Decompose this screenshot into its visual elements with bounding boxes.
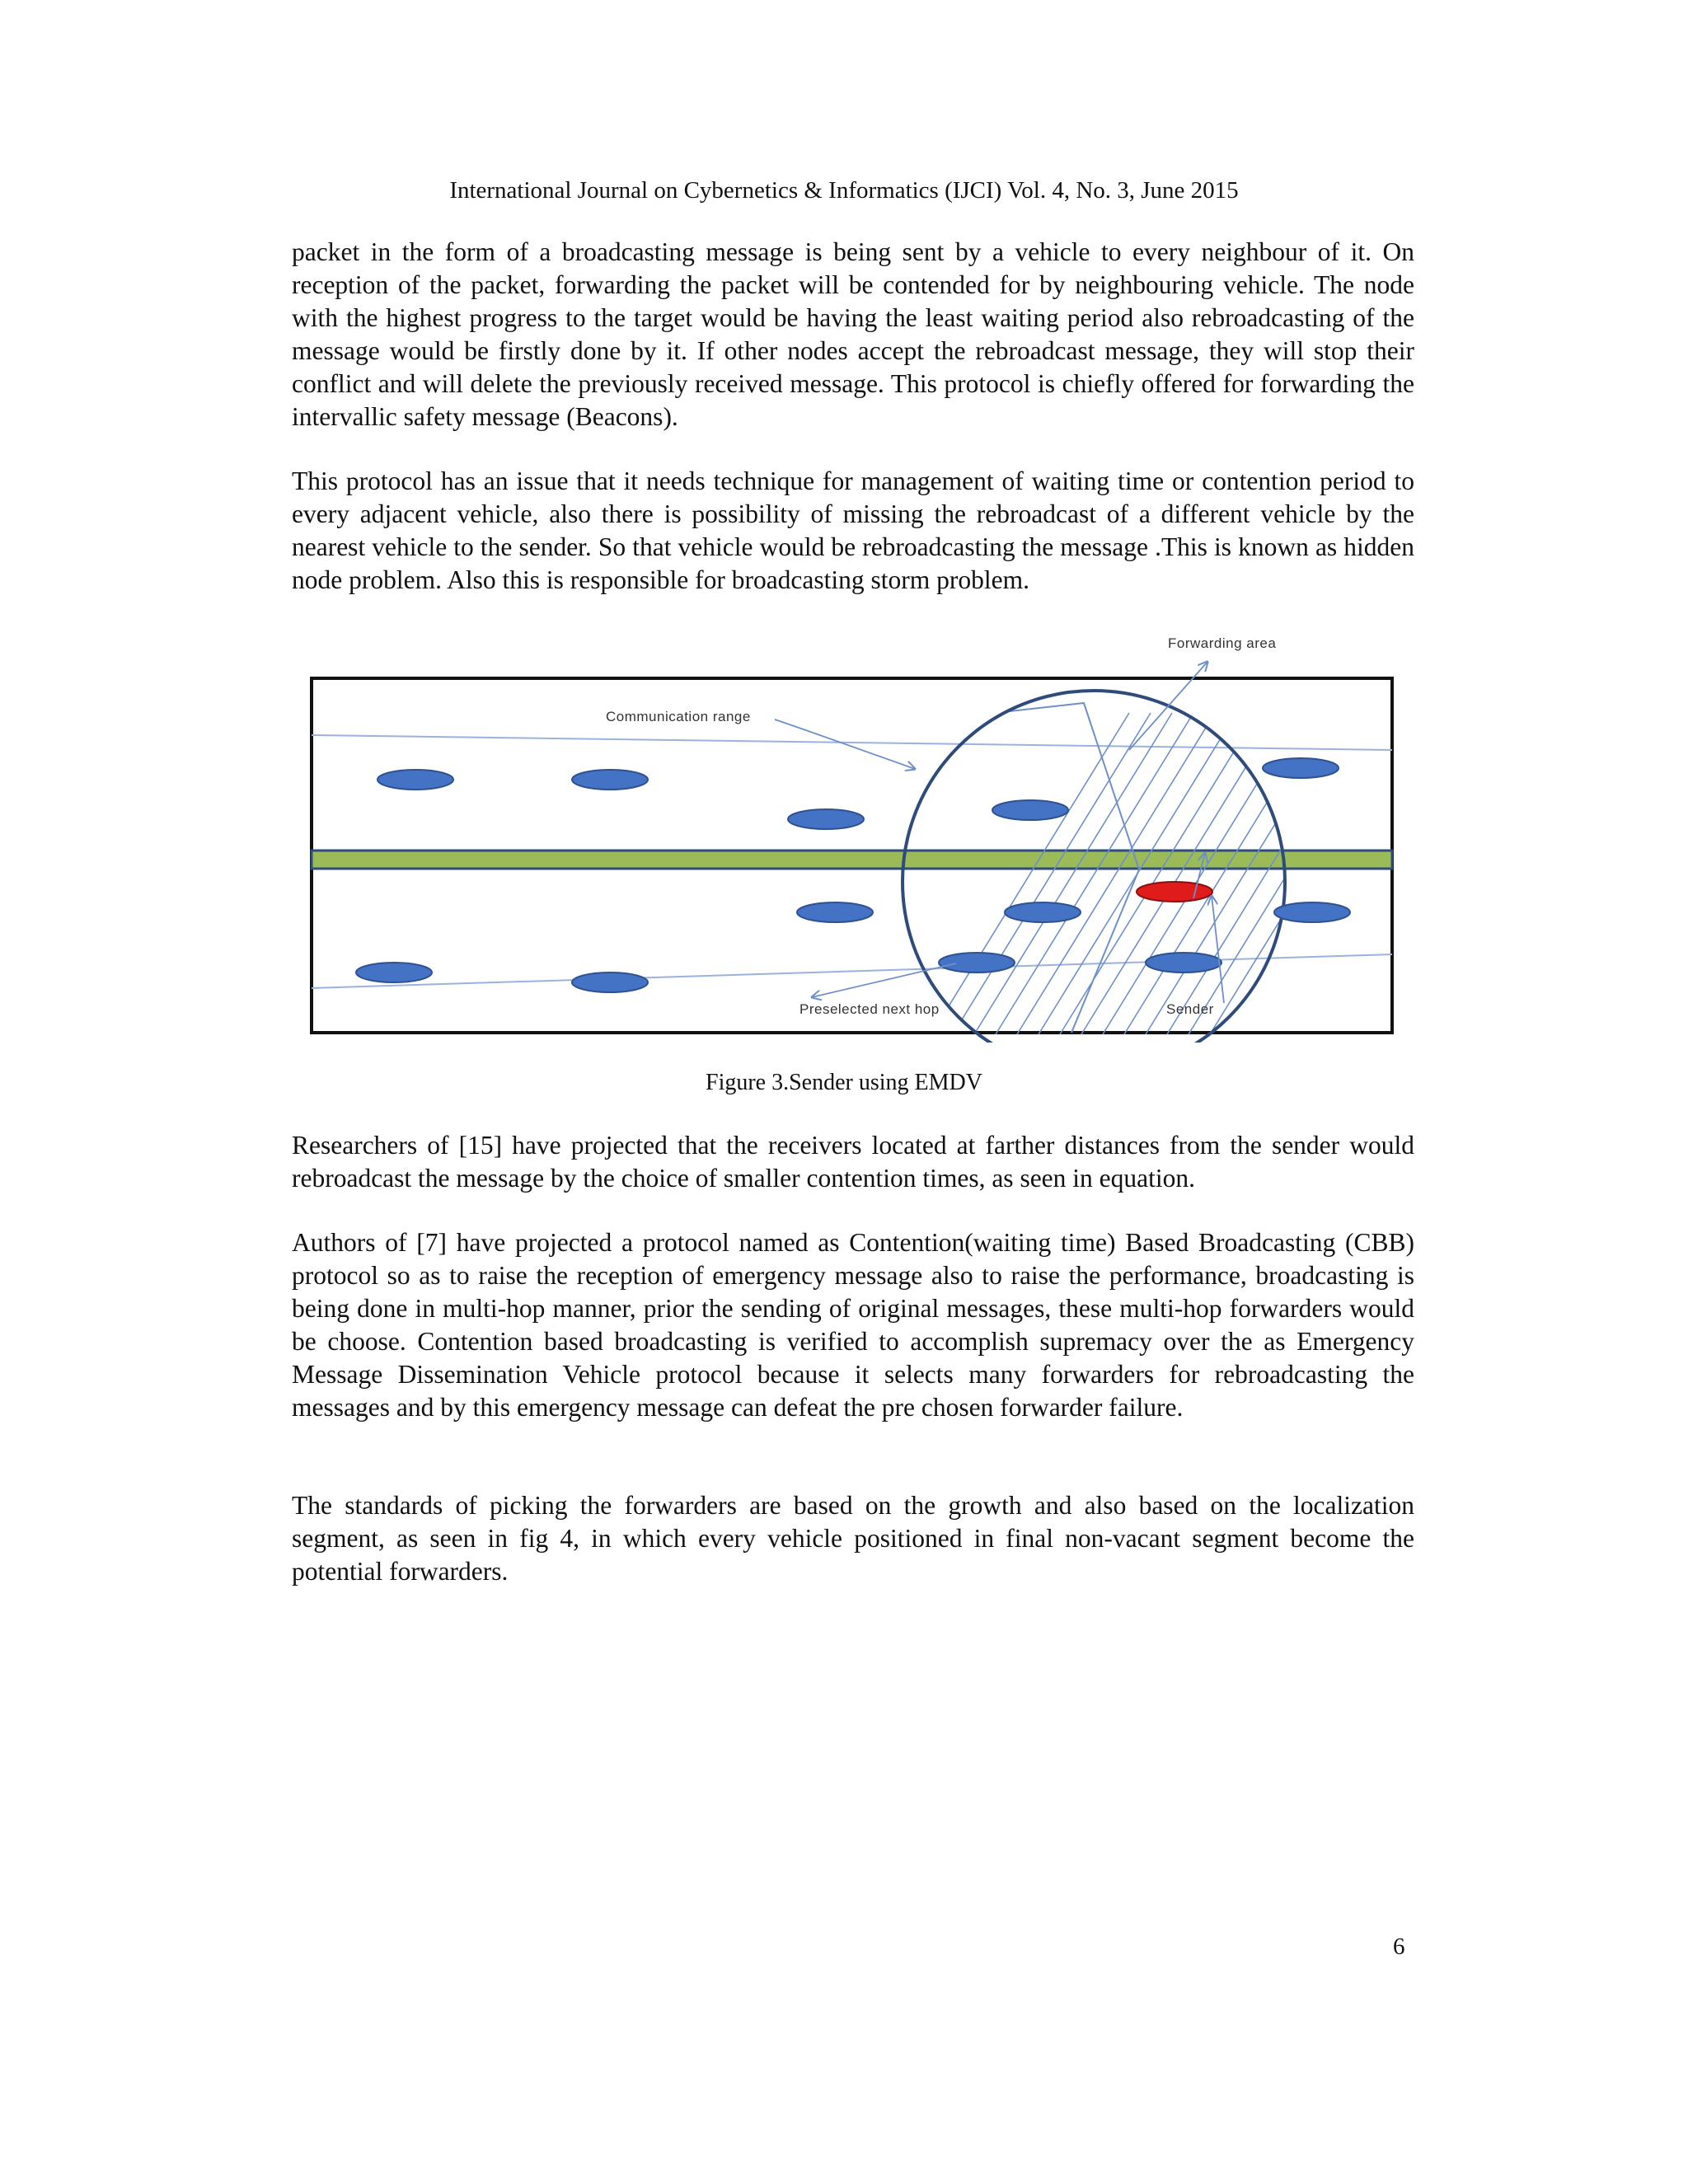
vehicle — [377, 770, 453, 790]
label-forwarding-area: Forwarding area — [1168, 635, 1277, 651]
figure-emdv-diagram — [305, 630, 1409, 1043]
vehicle — [1274, 902, 1350, 922]
vehicle — [939, 953, 1015, 972]
paragraph-5: The standards of picking the forwarders are based on the growth and also based on the localization segment, as seen in fig 4, in which every vehicle positioned in final non-vacant segment become the potential forwarders. — [292, 1491, 1414, 1586]
vehicle — [1146, 953, 1221, 972]
paragraph-4: Authors of [7] have projected a protocol named as Contention(waiting time) Based Broadcasting (CBB) protocol so as to raise the reception of emergency message also to raise the performance, broadcasting is being done in multi-hop manner, prior the sending of original messages, these multi-hop forwarders would be choose. Contention based broadcasting is verified to accomplish supremacy over the as Emergency Message Dissemination Vehicle protocol because it selects many forwarders for rebroadcasting the messages and by this emergency message can defeat the pre chosen forwarder failure. — [292, 1228, 1414, 1422]
paragraph-1: packet in the form of a broadcasting message is being sent by a vehicle to every neighbour of it. On reception of the packet, forwarding the packet will be contended for by neighbouring vehicle. The node with the highest progress to the target would be having the least waiting period also rebroadcasting of the message would be firstly done by it. If other nodes accept the rebroadcast message, they will stop their conflict and will delete the previously received message. This protocol is chiefly offered for forwarding the intervallic safety message (Beacons). — [292, 237, 1414, 431]
vehicle — [572, 972, 648, 992]
running-header: International Journal on Cybernetics & Informatics (IJCI) Vol. 4, No. 3, June 2015 — [449, 177, 1239, 204]
vehicle — [572, 770, 648, 790]
label-sender: Sender — [1166, 1001, 1214, 1017]
median-strip — [312, 851, 1392, 869]
paragraph-2: This protocol has an issue that it needs technique for management of waiting time or contention period to every adjacent vehicle, also there is possibility of missing the rebroadcast of a different vehicle by the nearest vehicle to the sender. So that vehicle would be rebroadcasting the message .This is known as hidden node problem. Also this is responsible for broadcasting storm problem. — [292, 466, 1414, 594]
figure-caption: Figure 3.Sender using EMDV — [706, 1070, 982, 1095]
label-preselected-next-hop: Preselected next hop — [799, 1001, 940, 1017]
paragraph-3: Researchers of [15] have projected that the receivers located at farther distances from the sender would rebroadcast the message by the choice of smaller contention times, as seen in equation. — [292, 1131, 1414, 1193]
vehicle — [992, 800, 1068, 820]
vehicle — [1005, 902, 1081, 922]
page-number: 6 — [1393, 1933, 1405, 1960]
vehicle — [356, 963, 432, 982]
sender-vehicle — [1137, 882, 1212, 902]
vehicle — [1263, 758, 1339, 778]
vehicle — [788, 809, 864, 829]
vehicle — [797, 902, 873, 922]
label-communication-range: Communication range — [606, 709, 751, 724]
